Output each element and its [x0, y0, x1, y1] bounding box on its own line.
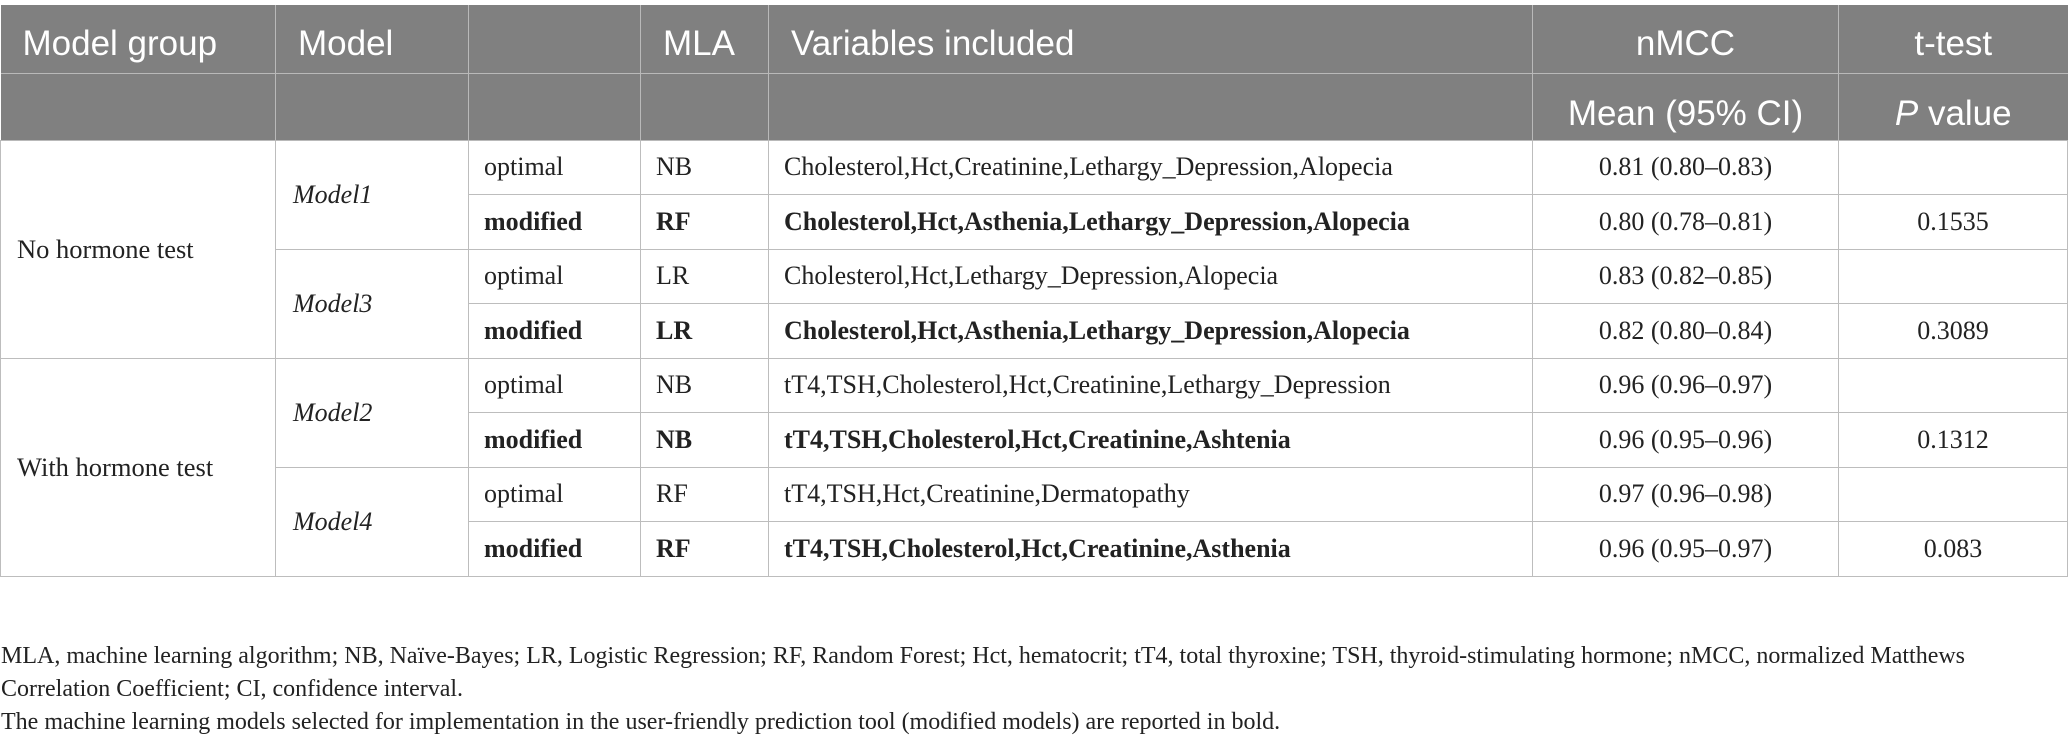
mla-cell: RF — [641, 195, 769, 250]
p-italic: P — [1894, 93, 1919, 133]
mla-cell: NB — [641, 413, 769, 468]
p-value-cell — [1839, 358, 2068, 413]
subheader-p-value — [1839, 73, 2068, 140]
p-value-cell: 0.1535 — [1839, 195, 2068, 250]
type-cell: modified — [469, 304, 641, 359]
model-cell: Model2 — [276, 358, 469, 467]
p-value-cell: 0.083 — [1839, 522, 2068, 577]
nmcc-cell: 0.96 (0.95–0.96) — [1533, 413, 1839, 468]
header-row-2 — [1, 73, 2068, 140]
model-cell: Model4 — [276, 467, 469, 576]
mla-cell: NB — [641, 358, 769, 413]
col-header-type — [469, 5, 641, 73]
variables-cell: tT4,TSH,Cholesterol,Hct,Creatinine,Lethargy_Depression — [769, 358, 1533, 413]
table-row — [1, 358, 2068, 413]
variables-cell: Cholesterol,Hct,Asthenia,Lethargy_Depression,Alopecia — [769, 195, 1533, 250]
type-cell: optimal — [469, 358, 641, 413]
table-footnotes — [1, 640, 2061, 739]
p-value-cell — [1839, 249, 2068, 304]
type-cell: optimal — [469, 140, 641, 195]
mla-cell: LR — [641, 304, 769, 359]
variables-cell: Cholesterol,Hct,Creatinine,Lethargy_Depression,Alopecia — [769, 140, 1533, 195]
variables-cell: tT4,TSH,Cholesterol,Hct,Creatinine,Asthenia — [769, 522, 1533, 577]
model-group-cell: No hormone test — [1, 140, 276, 358]
table-row — [1, 249, 2068, 304]
header-cell-empty — [769, 73, 1533, 140]
variables-cell: tT4,TSH,Cholesterol,Hct,Creatinine,Ashtenia — [769, 413, 1533, 468]
col-header-model-group: Model group — [1, 5, 276, 73]
header-cell-empty — [641, 73, 769, 140]
col-header-model: Model — [276, 5, 469, 73]
nmcc-cell: 0.82 (0.80–0.84) — [1533, 304, 1839, 359]
variables-cell: Cholesterol,Hct,Lethargy_Depression,Alopecia — [769, 249, 1533, 304]
nmcc-cell: 0.97 (0.96–0.98) — [1533, 467, 1839, 522]
nmcc-cell: 0.96 (0.95–0.97) — [1533, 522, 1839, 577]
mla-cell: NB — [641, 140, 769, 195]
variables-cell: tT4,TSH,Hct,Creatinine,Dermatopathy — [769, 467, 1533, 522]
nmcc-cell: 0.83 (0.82–0.85) — [1533, 249, 1839, 304]
header-cell-empty — [276, 73, 469, 140]
col-header-mla: MLA — [641, 5, 769, 73]
table-row — [1, 140, 2068, 195]
header-row-1 — [1, 5, 2068, 73]
p-value-cell — [1839, 140, 2068, 195]
mla-cell: RF — [641, 467, 769, 522]
mla-cell: RF — [641, 522, 769, 577]
table-body — [1, 140, 2068, 576]
p-value-cell: 0.3089 — [1839, 304, 2068, 359]
model-group-cell: With hormone test — [1, 358, 276, 576]
results-table — [0, 5, 2068, 577]
model-cell: Model1 — [276, 140, 469, 249]
p-value-cell — [1839, 467, 2068, 522]
table-header — [1, 5, 2068, 140]
col-header-nmcc: nMCC — [1533, 5, 1839, 73]
type-cell: modified — [469, 522, 641, 577]
p-value-cell: 0.1312 — [1839, 413, 2068, 468]
mla-cell: LR — [641, 249, 769, 304]
nmcc-cell: 0.81 (0.80–0.83) — [1533, 140, 1839, 195]
col-header-variables: Variables included — [769, 5, 1533, 73]
type-cell: optimal — [469, 249, 641, 304]
variables-cell: Cholesterol,Hct,Asthenia,Lethargy_Depression,Alopecia — [769, 304, 1533, 359]
nmcc-cell: 0.80 (0.78–0.81) — [1533, 195, 1839, 250]
type-cell: modified — [469, 195, 641, 250]
table-row — [1, 467, 2068, 522]
footnote-abbreviations: MLA, machine learning algorithm; NB, Naïve-Bayes; LR, Logistic Regression; RF, Random Forest; Hct, hematocrit; tT4, total thyroxine; TSH, thyroid-stimulating hormone; nMCC, normalized Matthews Correlation Coefficient; CI, confidence interval. — [1, 643, 1966, 702]
p-value-suffix: value — [1918, 93, 2012, 133]
type-cell: optimal — [469, 467, 641, 522]
col-header-t-test: t-test — [1839, 5, 2068, 73]
header-cell-empty — [1, 73, 276, 140]
header-cell-empty — [469, 73, 641, 140]
nmcc-cell: 0.96 (0.96–0.97) — [1533, 358, 1839, 413]
model-cell: Model3 — [276, 249, 469, 358]
type-cell: modified — [469, 413, 641, 468]
footnote-bold-note: The machine learning models selected for implementation in the user-friendly prediction tool (modified models) are reported in bold. — [1, 709, 1281, 735]
subheader-mean-ci: Mean (95% CI) — [1533, 73, 1839, 140]
